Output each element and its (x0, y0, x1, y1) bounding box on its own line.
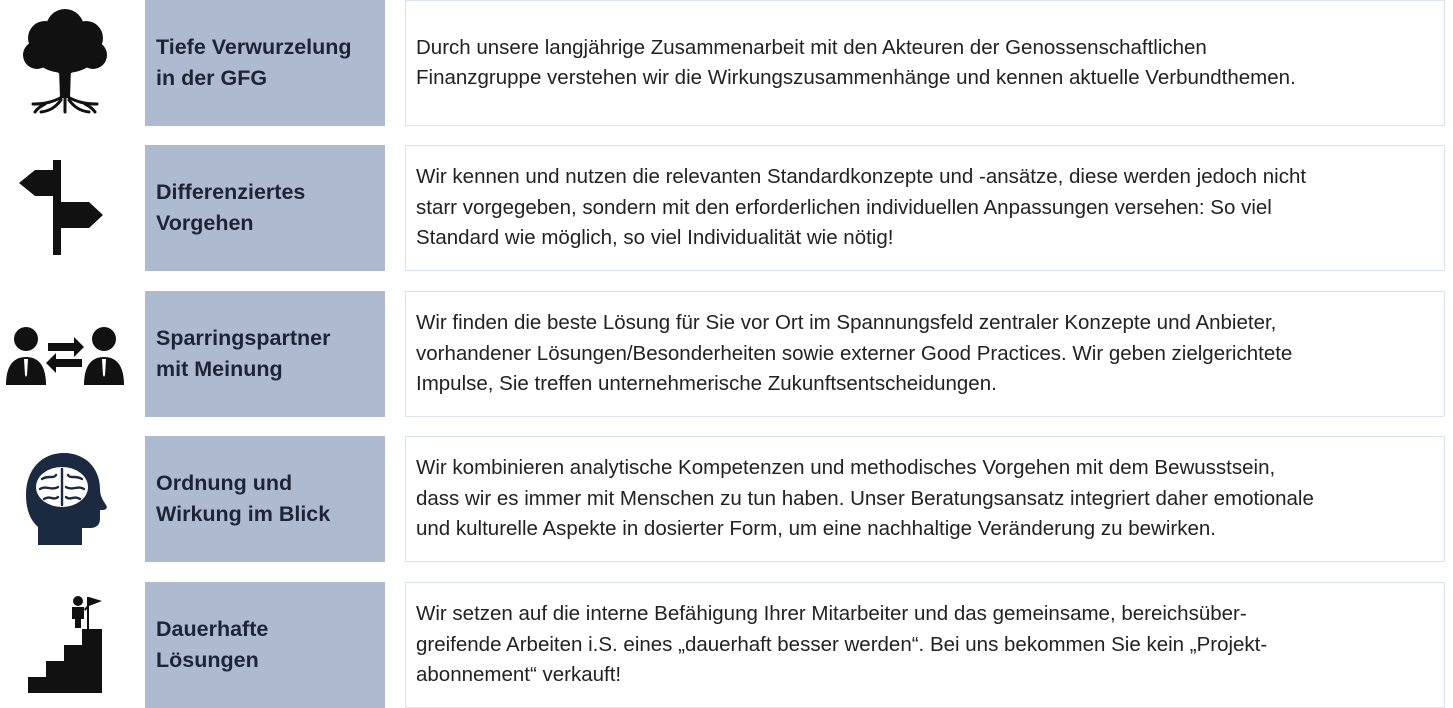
usp-label-box (145, 291, 385, 417)
usp-label-box (145, 582, 385, 708)
stairs-flag-icon (0, 582, 130, 708)
usp-description-box (405, 436, 1445, 562)
usp-label: Differenziertes Vorgehen (156, 180, 306, 235)
usp-label-box (145, 145, 385, 271)
signpost-icon (0, 145, 130, 271)
usp-description-box (405, 0, 1445, 126)
usp-row-rooting (0, 0, 1453, 126)
tree-icon (0, 0, 130, 126)
usp-label-box (145, 436, 385, 562)
usp-description: Wir setzen auf die interne Befähigung Ihrer Mitarbeiter und das gemeinsame, bereichsüber- greifende Arbeiten i.S. eines „dauerhaft besser werden“. Bei uns bekommen Sie kein „Projekt- abonnement“ verkauft! (416, 602, 1268, 687)
exchange-people-icon (0, 291, 130, 417)
usp-description: Wir kombinieren analytische Kompetenzen und methodisches Vorgehen mit dem Bewusstsein, dass wir es immer mit Menschen zu tun haben. Unser Beratungsansatz integriert daher emotionale und kulturelle Aspekte in dosierter Form, um eine nachhaltige Veränderung zu bewirken. (416, 456, 1314, 541)
usp-label: Tiefe Verwurzelung in der GFG (156, 35, 352, 90)
usp-row-sparring (0, 291, 1453, 417)
usp-label: Ordnung und Wirkung im Blick (156, 471, 331, 526)
usp-description-box (405, 291, 1445, 417)
head-brain-icon (0, 436, 130, 562)
usp-description-box (405, 145, 1445, 271)
usp-row-order (0, 436, 1453, 562)
usp-description: Durch unsere langjährige Zusammenarbeit mit den Akteuren der Genossenschaftlichen Finanzgruppe verstehen wir die Wirkungszusammenhänge und kennen aktuelle Verbundthemen. (416, 35, 1296, 89)
usp-description: Wir finden die beste Lösung für Sie vor Ort im Spannungsfeld zentraler Konzepte und Anbieter, vorhandener Lösungen/Besonderheiten sowie externer Good Practices. Wir geben zielgerichtete Impulse, Sie treffen unternehmerische Zukunftsentscheidungen. (416, 311, 1293, 396)
usp-description-box (405, 582, 1445, 708)
usp-row-sustainable (0, 582, 1453, 708)
usp-label: Sparringspartner mit Meinung (156, 326, 331, 381)
usp-row-approach (0, 145, 1453, 271)
usp-label: Dauerhafte Lösungen (156, 617, 269, 672)
usp-description: Wir kennen und nutzen die relevanten Standardkonzepte und -ansätze, diese werden jedoch nicht starr vorgegeben, sondern mit den erforderlichen individuellen Anpassungen versehen: So viel Standard wie möglich, so viel Individualität wie nötig! (416, 165, 1307, 250)
usp-label-box (145, 0, 385, 126)
